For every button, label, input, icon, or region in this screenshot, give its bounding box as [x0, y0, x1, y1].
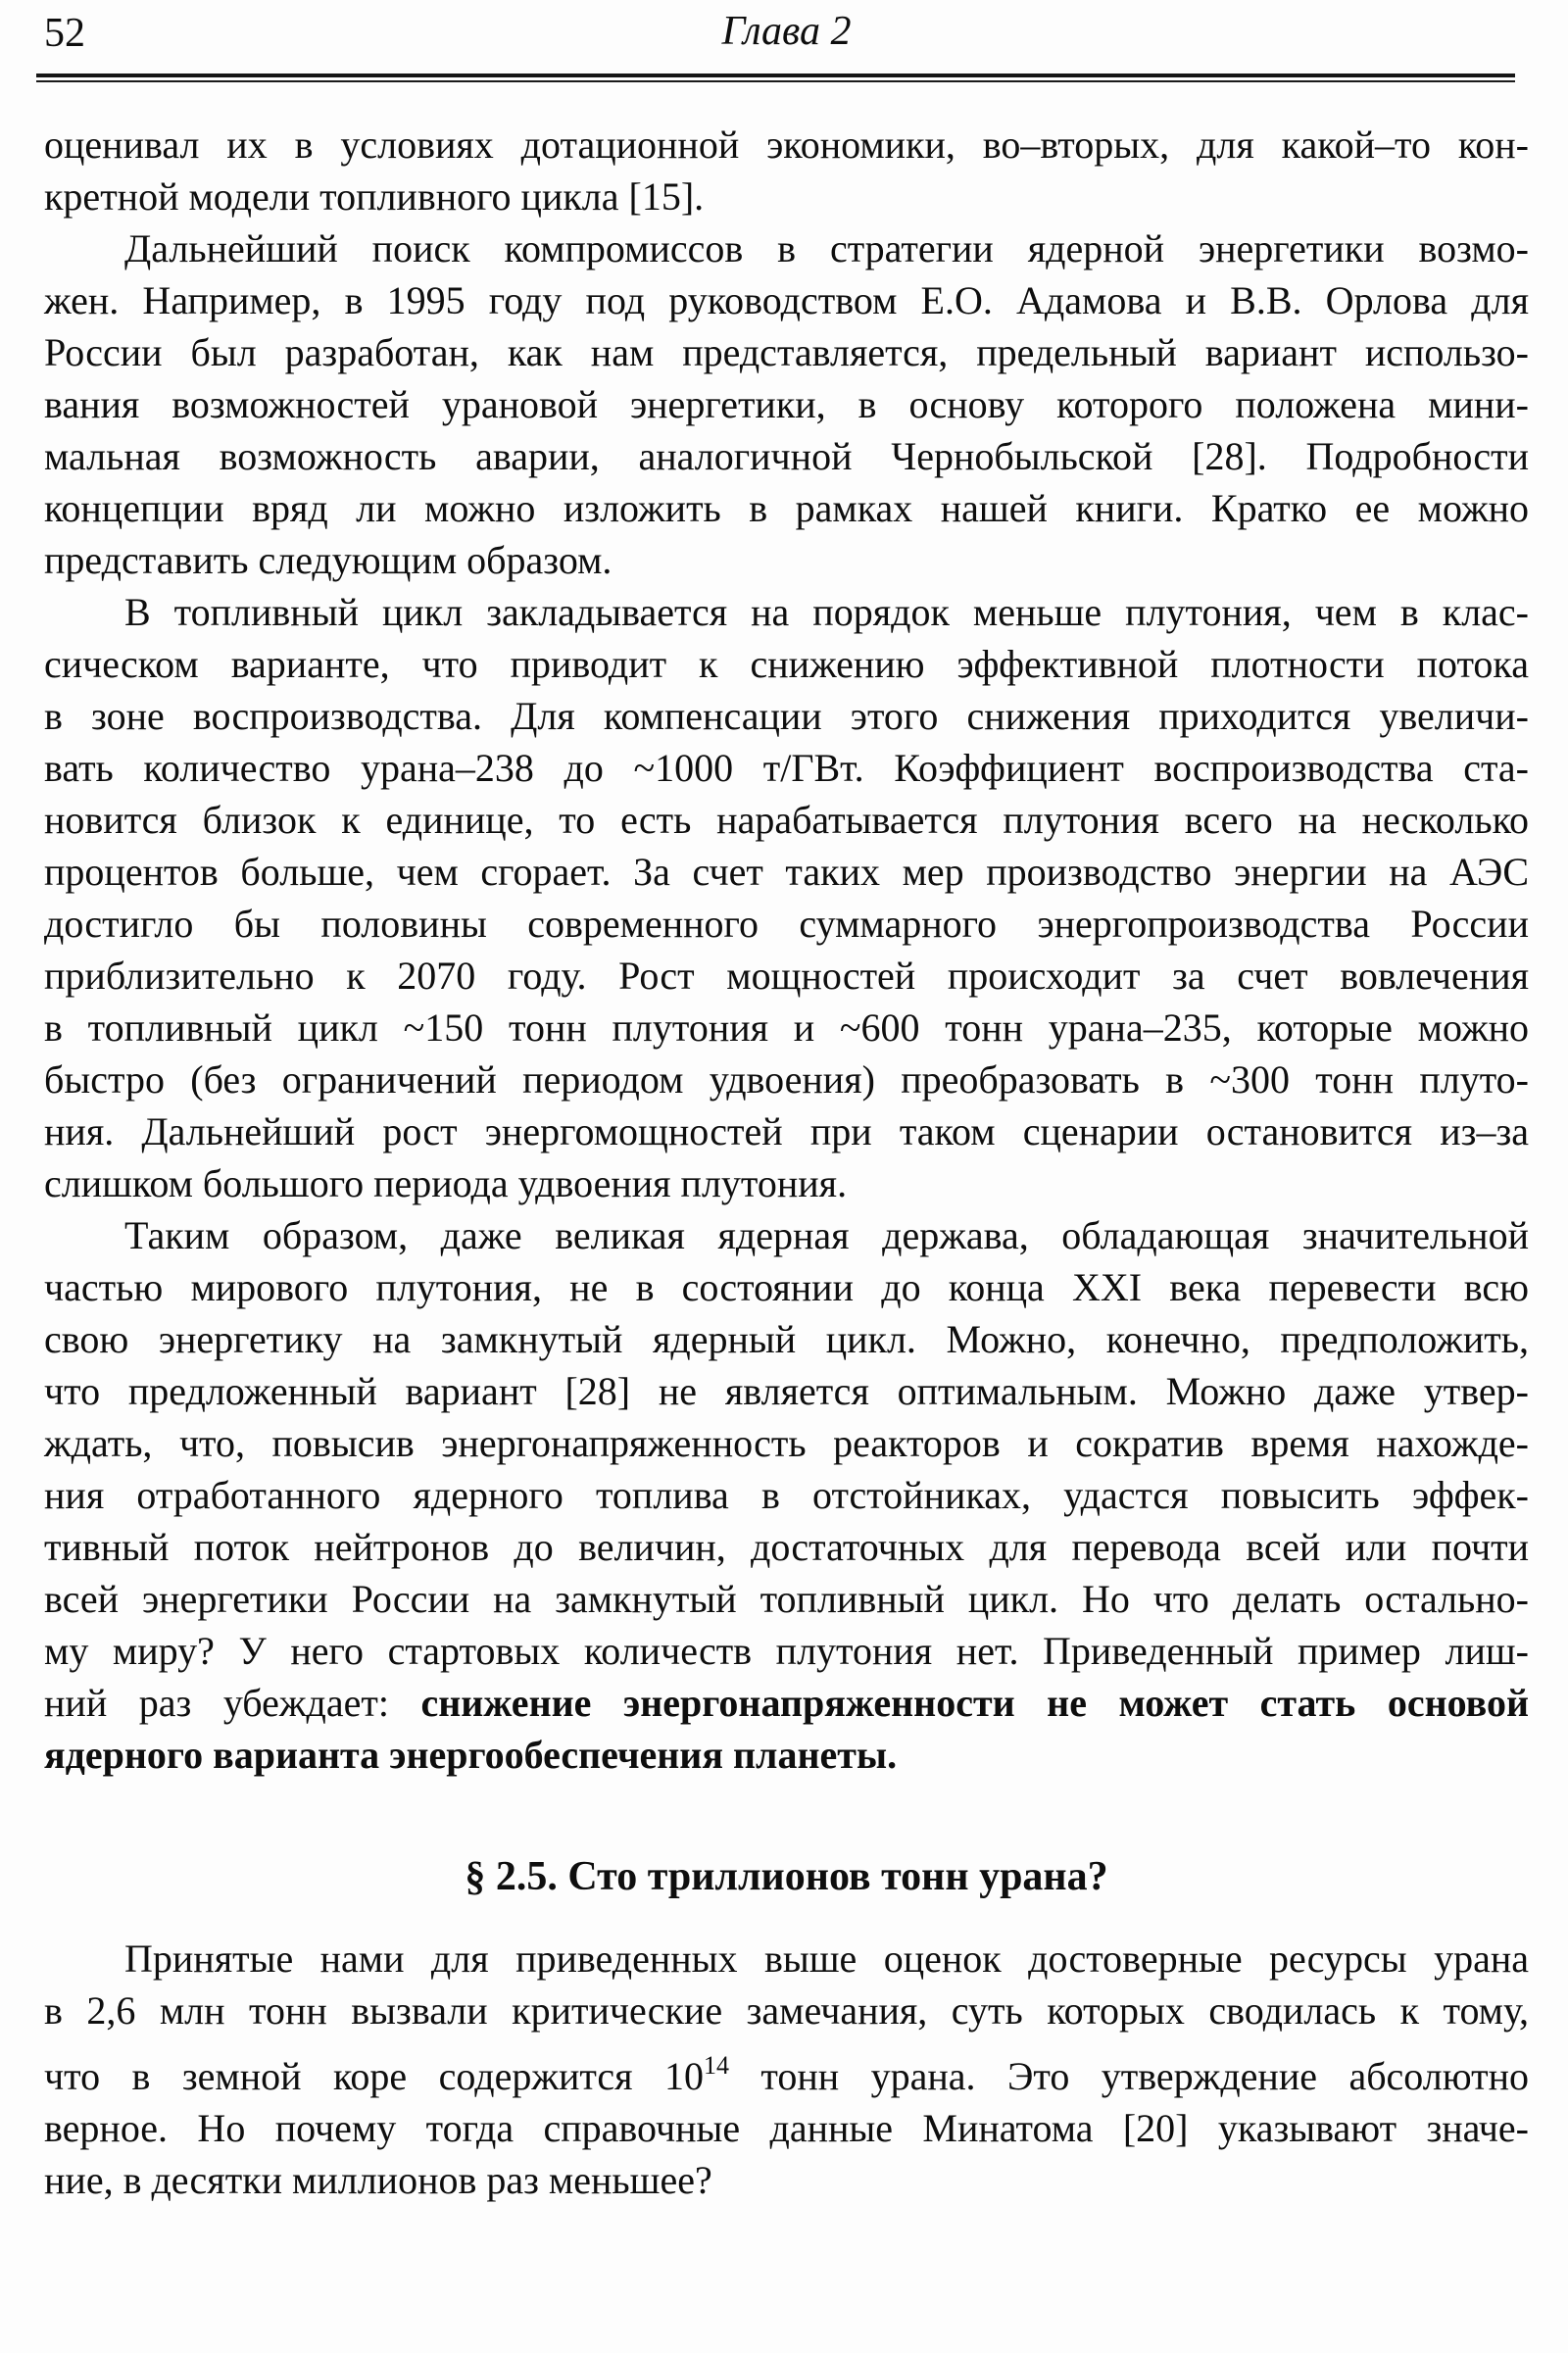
- text-line: Принятые нами для приведенных выше оценок достоверные ресурсы урана: [124, 1936, 1529, 1981]
- page-body: [44, 119, 1529, 2206]
- paragraph: [44, 222, 1529, 586]
- text-line: В топливный цикл закладывается на порядок меньше плутония, чем в клас-: [124, 590, 1529, 634]
- text-line: России был разработан, как нам представляется, предельный вариант использо-: [44, 330, 1529, 374]
- text-line: [44, 1729, 1529, 1781]
- text-line: представить следующим образом.: [44, 538, 612, 582]
- text-line: [44, 1677, 1529, 1729]
- text-line: вания возможностей урановой энергетики, в основу которого положена мини-: [44, 382, 1529, 426]
- text-line: ждать, что, повысив энергонапряженность реакторов и сократив время нахожде-: [44, 1421, 1529, 1465]
- text-line: в 2,6 млн тонн вызвали критические замечания, суть которых сводилась к тому,: [44, 1988, 1529, 2033]
- text-line: быстро (без ограничений периодом удвоения) преобразовать в ~300 тонн плуто-: [44, 1057, 1529, 1102]
- text-line: вать количество урана–238 до ~1000 т/ГВт. Коэффициент воспроизводства ста-: [44, 746, 1529, 790]
- text-line: Дальнейший поиск компромиссов в стратегии ядерной энергетики возмо-: [124, 226, 1529, 270]
- text-line: слишком большого периода удвоения плутония.: [44, 1161, 848, 1205]
- text-line: в топливный цикл ~150 тонн плутония и ~600 тонн урана–235, которые можно: [44, 1005, 1529, 1050]
- text-line: мальная возможность аварии, аналогичной Чернобыльской [28]. Подробности: [44, 434, 1529, 478]
- text-line: жен. Например, в 1995 году под руководством Е.О. Адамова и В.В. Орлова для: [44, 278, 1529, 322]
- paragraph: [44, 586, 1529, 1209]
- text-line: кретной модели топливного цикла [15].: [44, 174, 705, 219]
- text-line: всей энергетики России на замкнутый топливный цикл. Но что делать остально-: [44, 1577, 1529, 1621]
- paragraph: [44, 119, 1529, 222]
- text-line: Таким образом, даже великая ядерная держава, обладающая значительной: [124, 1213, 1529, 1257]
- text-line: [44, 2050, 1529, 2102]
- text-run: что в земной коре содержится 10: [44, 2054, 704, 2098]
- text-run: тонн урана. Это утверждение абсолютно: [728, 2054, 1529, 2098]
- text-line: частью мирового плутония, не в состоянии до конца XXI века перевести всю: [44, 1265, 1529, 1309]
- page-number: 52: [44, 11, 85, 56]
- text-line: ние, в десятки миллионов раз меньшее?: [44, 2158, 712, 2202]
- text-line: ния отработанного ядерного топлива в отстойниках, удастся повысить эффек-: [44, 1473, 1529, 1517]
- text-line: новится близок к единице, то есть нарабатывается плутония всего на несколько: [44, 798, 1529, 842]
- text-line: му миру? У него стартовых количеств плутония нет. Приведенный пример лиш-: [44, 1629, 1529, 1673]
- chapter-header: Глава 2: [721, 9, 852, 54]
- text-line: в зоне воспроизводства. Для компенсации этого снижения приходится увеличи-: [44, 694, 1529, 738]
- text-line: оценивал их в условиях дотационной экономики, во–вторых, для какой–то кон-: [44, 123, 1529, 167]
- paragraph: [44, 1209, 1529, 1781]
- paragraph: [44, 1933, 1529, 2206]
- running-header: [44, 0, 1529, 71]
- superscript-text: 14: [703, 2051, 729, 2080]
- header-rule: [36, 74, 1515, 82]
- text-line: свою энергетику на замкнутый ядерный цикл. Можно, конечно, предположить,: [44, 1317, 1529, 1361]
- text-run: ний раз убеждает:: [44, 1681, 421, 1725]
- text-line: ния. Дальнейший рост энергомощностей при таком сценарии остановится из–за: [44, 1109, 1529, 1153]
- text-line: приблизительно к 2070 году. Рост мощностей происходит за счет вовлечения: [44, 954, 1529, 998]
- text-line: процентов больше, чем сгорает. За счет таких мер производство энергии на АЭС: [44, 850, 1529, 894]
- section-heading: § 2.5. Сто триллионов тонн урана?: [465, 1854, 1108, 1899]
- text-line: тивный поток нейтронов до величин, достаточных для перевода всей или почти: [44, 1525, 1529, 1569]
- text-line: верное. Но почему тогда справочные данные Минатома [20] указывают значе-: [44, 2106, 1529, 2150]
- text-line: сическом варианте, что приводит к снижению эффективной плотности потока: [44, 642, 1529, 686]
- bold-text: ядерного варианта энергообеспечения планеты.: [44, 1733, 898, 1777]
- bold-text: снижение энергонапряженности не может стать основой: [420, 1681, 1529, 1725]
- text-line: что предложенный вариант [28] не является оптимальным. Можно даже утвер-: [44, 1369, 1529, 1413]
- text-line: концепции вряд ли можно изложить в рамках нашей книги. Кратко ее можно: [44, 486, 1529, 530]
- text-line: достигло бы половины современного суммарного энергопроизводства России: [44, 902, 1529, 946]
